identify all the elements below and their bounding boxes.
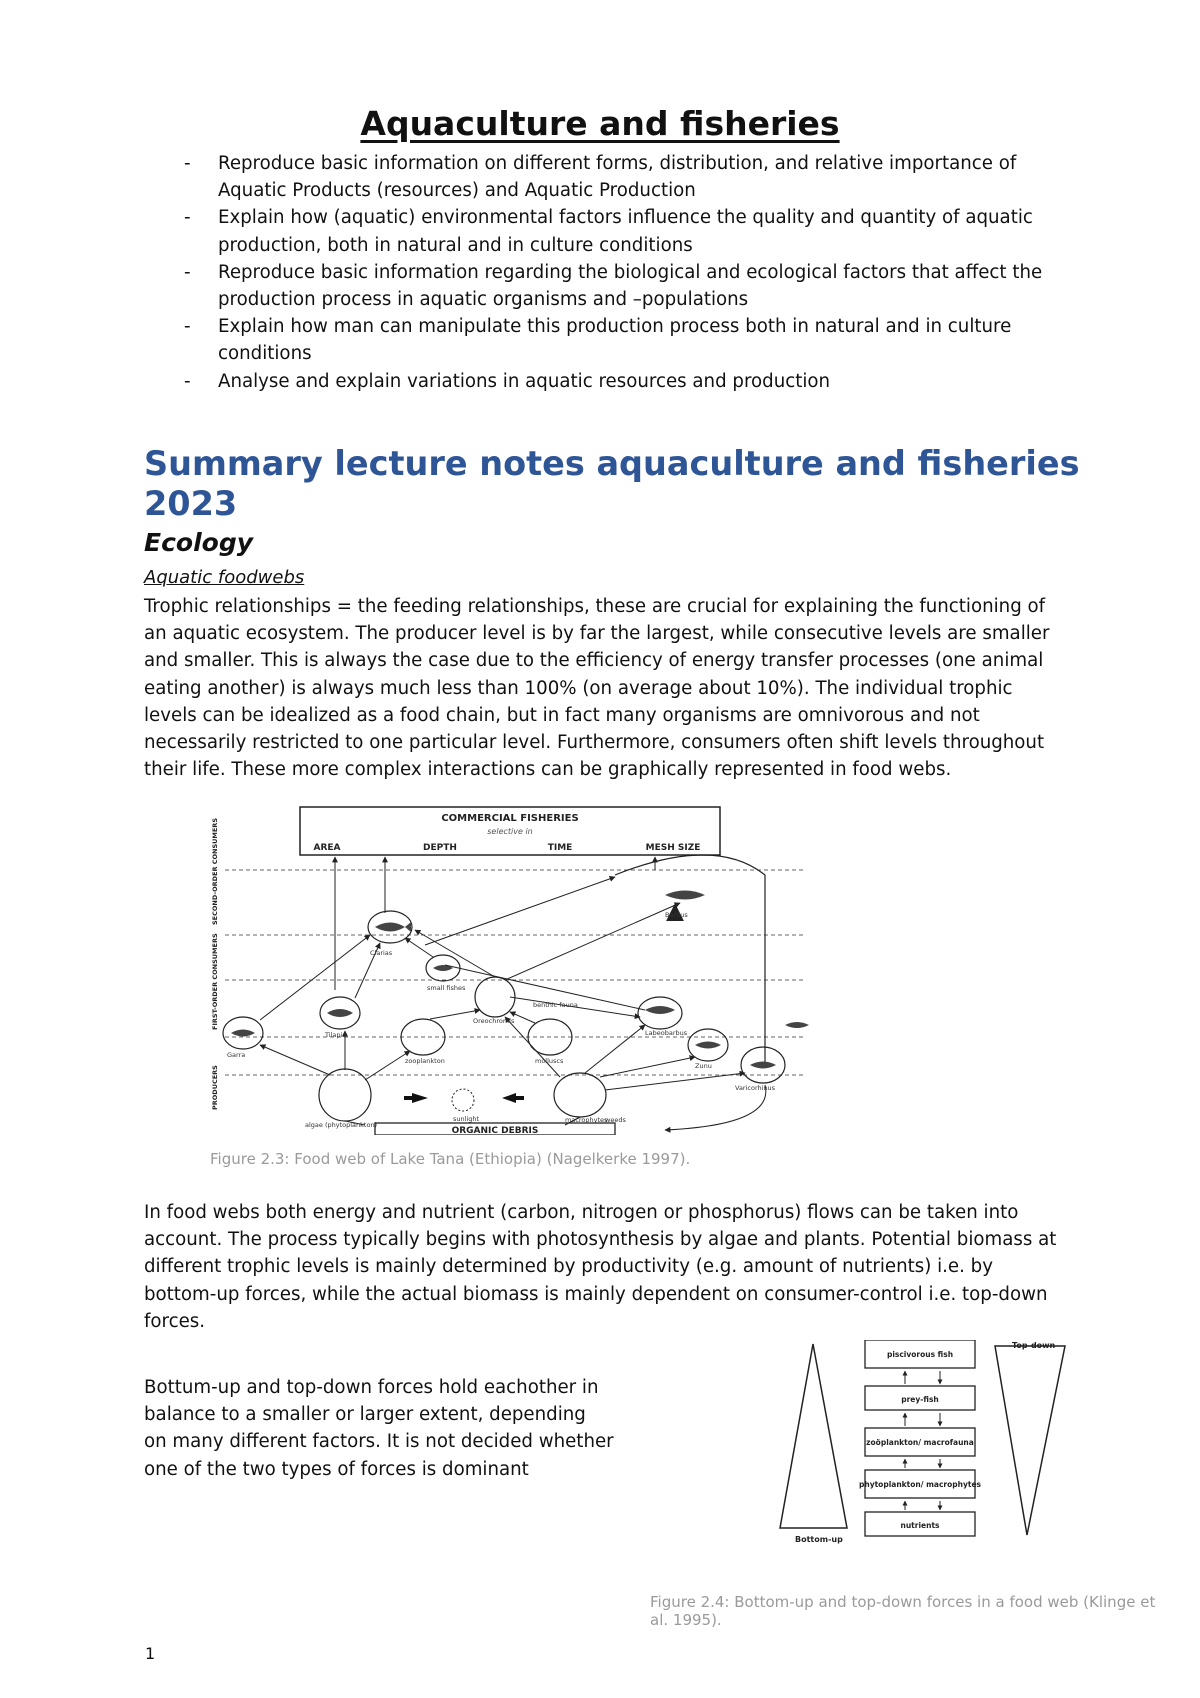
list-item: - Analyse and explain variations in aquatic resources and production <box>184 368 1044 395</box>
summary-heading: Summary lecture notes aquaculture and fisheries 2023 <box>144 444 1080 523</box>
header-col: TIME <box>547 843 573 853</box>
box-label: nutrients <box>900 1521 940 1530</box>
bottom-up-label: Bottom-up <box>795 1535 843 1544</box>
organism-label: small fishes <box>427 984 466 992</box>
header-col: MESH SIZE <box>645 843 701 853</box>
forces-figure <box>775 1340 1185 1550</box>
organism-label: weeds <box>605 1116 626 1124</box>
organism-label: Tilapia <box>325 1031 347 1039</box>
subsection-heading-foodwebs: Aquatic foodwebs <box>144 567 305 588</box>
page-title: Aquaculture and fisheries <box>360 104 840 143</box>
figure-caption: Figure 2.4: Bottom-up and top-down forces in a food web (Klinge et al. 1995). <box>650 1593 1156 1629</box>
box-label: piscivorous fish <box>886 1350 954 1359</box>
fisheries-header-title: COMMERCIAL FISHERIES <box>441 813 579 824</box>
section-heading-ecology: Ecology <box>144 528 254 557</box>
organism-label: Varicorhinus <box>735 1084 776 1092</box>
organism-label: molluscs <box>535 1057 564 1065</box>
level-label: PRODUCERS <box>211 1065 219 1110</box>
organism-label: Oreochromis <box>473 1017 515 1025</box>
organism-label: Barbus <box>665 911 688 919</box>
organic-debris-label: ORGANIC DEBRIS <box>451 1126 539 1135</box>
level-label: FIRST-ORDER CONSUMERS <box>211 933 219 1030</box>
organism-label: sunlight <box>453 1115 480 1123</box>
organism-label: zooplankton <box>405 1057 445 1065</box>
top-down-triangle <box>995 1346 1065 1535</box>
box-label: zoöplankton/ macrofauna <box>866 1438 974 1447</box>
header-col: AREA <box>313 843 341 853</box>
top-down-label: Top-down <box>1012 1341 1056 1350</box>
header-col: DEPTH <box>423 843 457 853</box>
organism-label: macrophytes <box>565 1116 608 1124</box>
page-number: 1 <box>145 1644 156 1663</box>
paragraph-trophic: Trophic relationships = the feeding relationships, these are crucial for explaining the functioning of an aquatic ecosystem. The producer level is by far the largest, while consecutive levels are smaller and smaller. This is always the case due to the efficiency of energy transfer processes (one animal eating another) is always much less than 100% (on average about 10%). The individual trophic levels can be idealized as a food chain, but in fact many organisms are omnivorous and not necessarily restricted to one particular level. Furthermore, consumers often shift levels throughout their life. These more complex interactions can be graphically represented in food webs. <box>144 596 1050 781</box>
list-item: - Explain how (aquatic) environmental factors influence the quality and quantity of aquatic production, both in natural and in culture conditions <box>184 204 1044 258</box>
food-web-figure <box>205 805 810 1135</box>
level-label: SECOND-ORDER CONSUMERS <box>211 818 219 925</box>
fisheries-header-subtitle: selective in <box>487 827 533 836</box>
organism-label: Zunu <box>695 1062 712 1070</box>
list-item: - Explain how man can manipulate this production process both in natural and in culture conditions <box>184 313 1044 367</box>
list-item: - Reproduce basic information regarding the biological and ecological factors that affect the production process in aquatic organisms and –populations <box>184 259 1044 313</box>
paragraph-food-webs: In food webs both energy and nutrient (carbon, nitrogen or phosphorus) flows can be taken into account. The process typically begins with photosynthesis by algae and plants. Potential biomass at different trophic levels is mainly determined by productivity (e.g. amount of nutrients) i.e. by bottom-up forces, while the actual biomass is mainly dependent on consumer-control i.e. top-down forces. <box>144 1202 1057 1332</box>
objectives-list <box>184 150 1044 395</box>
organism-label: Clarias <box>370 949 393 957</box>
list-item: - Reproduce basic information on different forms, distribution, and relative importance of Aquatic Products (resources) and Aquatic Production <box>184 150 1044 204</box>
organism-label: benthic fauna <box>533 1001 578 1009</box>
organism-label: algae (phytoplankton) <box>305 1121 378 1129</box>
bottom-up-triangle <box>780 1344 847 1528</box>
organism-label: Garra <box>227 1051 246 1059</box>
paragraph-forces-balance: Bottum-up and top-down forces hold eachother in balance to a smaller or larger extent, depending on many different factors. It is not decided whether one of the two types of forces is dominant <box>144 1377 614 1480</box>
box-label: prey-fish <box>901 1395 939 1404</box>
box-label: phytoplankton/ macrophytes <box>859 1480 981 1489</box>
figure-caption: Figure 2.3: Food web of Lake Tana (Ethiopia) (Nagelkerke 1997). <box>210 1150 691 1168</box>
organism-label: Labeobarbus <box>645 1029 688 1037</box>
